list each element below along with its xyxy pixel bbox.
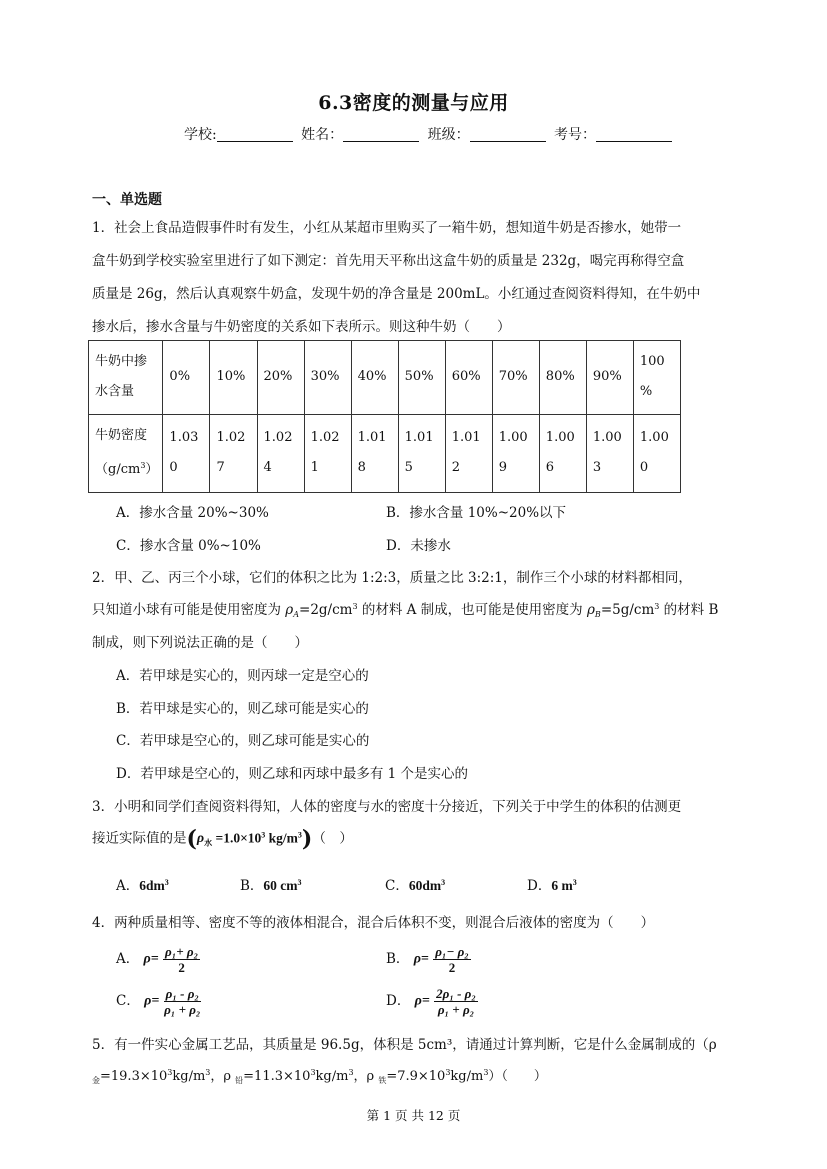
table-cell <box>304 414 351 492</box>
q3-option-d[interactable] <box>527 874 577 894</box>
table-cell <box>351 414 398 492</box>
cell-text: 1.02 <box>216 430 246 446</box>
table-row-water-content <box>89 341 681 415</box>
cell-text: 1.00 <box>498 430 528 446</box>
q4-option-d[interactable] <box>386 986 478 1017</box>
page-footer: 第 1 页 共 12 页 <box>366 1108 461 1123</box>
option-label: A． <box>116 951 140 967</box>
superscript: 3 <box>261 830 266 840</box>
table-cell <box>163 341 210 415</box>
q3-line-2 <box>92 826 353 852</box>
q2-option-c[interactable]: C．若甲球是空心的，则乙球可能是实心的 <box>116 733 370 749</box>
rho-symbol: ρ <box>586 602 595 618</box>
value: =19.3×10 <box>100 1069 168 1084</box>
cell-text: 7 <box>216 460 225 476</box>
denominator: 2 <box>178 960 185 975</box>
table-cell <box>539 341 586 415</box>
cell-text: 0% <box>169 369 191 385</box>
separator: ，ρ <box>353 1069 379 1084</box>
table-cell <box>257 341 304 415</box>
option-label: D． <box>386 993 411 1009</box>
option-value: 60dm <box>408 878 442 893</box>
table-cell <box>398 414 445 492</box>
table-cell <box>539 414 586 492</box>
table-cell <box>210 414 257 492</box>
q2-option-d[interactable]: D．若甲球是空心的，则乙球和丙球中最多有 1 个是实心的 <box>116 766 468 782</box>
value: =11.3×10 <box>243 1069 311 1084</box>
table-cell <box>445 341 492 415</box>
rho-equals: ρ= <box>143 951 159 967</box>
superscript: 3 <box>348 1068 354 1077</box>
q2-line-2 <box>92 598 718 619</box>
table-header-water-content <box>89 341 163 415</box>
cell-text: 4 <box>263 460 272 476</box>
superscript: 3 <box>297 830 302 840</box>
school-blank <box>217 127 293 142</box>
formula-close-paren: ) <box>301 826 313 852</box>
q5-line-1: 5．有一件实心金属工艺品，其质量是 96.5g，体积是 5cm³，请通过计算判断，它是什么金属制成的（ρ <box>92 1037 717 1053</box>
table-cell <box>586 414 633 492</box>
cell-text: 1.01 <box>451 430 481 446</box>
cell-text: 90% <box>592 369 622 385</box>
q1-option-a[interactable]: A．掺水含量 20%~30% <box>116 505 269 521</box>
table-cell <box>304 341 351 415</box>
subscript: 铅 <box>235 1076 244 1085</box>
superscript: 3 <box>205 1068 211 1077</box>
unit: kg/m <box>172 1069 206 1084</box>
formula-unit: kg/m <box>265 830 298 846</box>
q4-line-1: 4．两种质量相等、密度不等的液体相混合，混合后体积不变，则混合后液体的密度为（ ） <box>92 915 655 931</box>
cell-text: 5 <box>404 460 413 476</box>
q1-line-3: 质量是 26g，然后认真观察牛奶盒，发现牛奶的净含量是 200mL。小红通过查阅资料得知，在牛奶中 <box>92 286 701 302</box>
table-cell <box>492 341 539 415</box>
option-label: D． <box>527 878 552 894</box>
q2-option-a[interactable]: A．若甲球是实心的，则丙球一定是空心的 <box>116 668 369 684</box>
option-value: 60 cm <box>263 878 298 893</box>
table-cell <box>492 414 539 492</box>
superscript: 3 <box>572 878 577 887</box>
option-label: B． <box>240 878 264 894</box>
cell-text: 1.02 <box>310 430 340 446</box>
option-value: 6 m <box>551 878 573 893</box>
table-cell <box>351 341 398 415</box>
cell-text: 1.01 <box>404 430 434 446</box>
name-label: 姓名： <box>301 127 344 143</box>
rho-symbol: ρ <box>285 602 294 618</box>
subscript: 金 <box>92 1076 100 1085</box>
q3-option-a[interactable] <box>116 874 169 894</box>
separator: ，ρ <box>210 1069 236 1084</box>
header-text: 牛奶密度 <box>95 428 148 444</box>
numerator: ρ₁− ρ₂ <box>435 944 469 959</box>
q4-option-a[interactable] <box>116 944 200 975</box>
exam-number-label: 考号： <box>554 127 597 143</box>
q1-option-d[interactable]: D．未掺水 <box>386 538 451 554</box>
text: =5g/cm <box>600 602 655 618</box>
numerator: 2ρ₁ - ρ₂ <box>436 986 476 1001</box>
table-cell <box>633 414 680 492</box>
cell-text: 1.00 <box>545 430 575 446</box>
cell-text: 1.00 <box>639 430 669 446</box>
rho-equals: ρ= <box>414 993 430 1009</box>
q1-line-4: 掺水后，掺水含量与牛奶密度的关系如下表所示。则这种牛奶（ ） <box>92 319 511 335</box>
cell-text: 60% <box>451 369 481 385</box>
cell-text: 3 <box>592 460 602 476</box>
cell-text: 20% <box>263 369 293 385</box>
table-cell <box>398 341 445 415</box>
subscript: 水 <box>204 838 213 848</box>
q1-option-c[interactable]: C．掺水含量 0%~10% <box>116 538 261 554</box>
text: 的材料 A 制成，也可能是使用密度为 <box>357 602 587 618</box>
cell-text: 10% <box>216 369 246 385</box>
option-label: C． <box>116 993 140 1009</box>
table-header-density <box>89 414 163 492</box>
numerator: ρ₁ - ρ₂ <box>165 986 199 1001</box>
cell-text: 2 <box>451 460 460 476</box>
subscript: 铁 <box>378 1076 387 1085</box>
option-label: C． <box>385 878 409 894</box>
value: =7.9×10 <box>386 1069 446 1084</box>
cell-text: 70% <box>498 369 528 385</box>
cell-text: 1.00 <box>592 430 622 446</box>
superscript: 3 <box>167 1068 173 1077</box>
q2-option-b[interactable]: B．若甲球是实心的，则乙球可能是实心的 <box>116 701 369 717</box>
text: 的材料 B <box>659 602 719 618</box>
table-row-density <box>89 414 681 492</box>
table-cell <box>445 414 492 492</box>
cell-text: 0 <box>639 460 649 476</box>
q2-line-1: 2．甲、乙、丙三个小球，它们的体积之比为 1:2:3，质量之比 3:2:1，制作三个小球的材料都相同， <box>92 570 692 586</box>
cell-text: % <box>639 384 653 400</box>
class-label: 班级： <box>427 127 470 143</box>
subscript: A <box>293 610 300 619</box>
formula-open-paren: ( <box>186 826 197 852</box>
table-cell <box>163 414 210 492</box>
student-info-row <box>150 124 710 144</box>
q3-line-1: 3．小明和同学们查阅资料得知，人体的密度与水的密度十分接近，下列关于中学生的体积的估测更 <box>92 799 682 815</box>
cell-text: 100 <box>639 354 665 370</box>
fraction <box>163 944 200 975</box>
cell-text: 9 <box>498 460 508 476</box>
class-blank <box>470 127 546 142</box>
denominator: 2 <box>448 960 456 975</box>
option-label: A． <box>116 878 140 894</box>
page-title: 6.3密度的测量与应用 <box>318 92 509 114</box>
q5-line-2 <box>92 1065 547 1086</box>
superscript: 3 <box>441 878 446 887</box>
header-text: 牛奶中掺 <box>95 354 148 370</box>
superscript: 3 <box>483 1068 489 1077</box>
text: 只知道小球有可能是使用密度为 <box>92 602 286 618</box>
q4-option-c[interactable] <box>116 986 201 1017</box>
superscript: 3 <box>352 602 358 611</box>
superscript: 3 <box>654 602 660 611</box>
superscript: 3 <box>445 1068 451 1077</box>
q1-line-1: 1．社会上食品造假事件时有发生，小红从某超市里购买了一箱牛奶，想知道牛奶是否掺水，她带一 <box>92 220 682 236</box>
q4-option-b[interactable] <box>386 944 471 975</box>
subscript: B <box>594 610 601 619</box>
rho-symbol: ρ <box>196 831 205 846</box>
table-cell <box>210 341 257 415</box>
rho-equals: ρ= <box>413 951 429 967</box>
q3-option-b[interactable] <box>240 874 302 894</box>
header-text: （g/cm <box>95 462 141 478</box>
cell-text: 1.03 <box>169 430 199 446</box>
superscript: 3 <box>310 1068 316 1077</box>
header-text: ） <box>145 462 159 478</box>
cell-text: 1.01 <box>357 430 387 446</box>
q1-option-b[interactable]: B．掺水含量 10%~20%以下 <box>386 505 567 521</box>
text: 接近实际值的是 <box>92 830 187 847</box>
formula-value: =1.0×10 <box>212 830 262 846</box>
denominator: ρ₁ + ρ₂ <box>437 1002 475 1017</box>
table-cell <box>257 414 304 492</box>
answer-blank: （ ） <box>312 830 353 847</box>
fraction <box>434 986 478 1017</box>
school-label: 学校: <box>183 127 217 143</box>
q2-line-3: 制成，则下列说法正确的是（ ） <box>92 635 308 651</box>
exam-number-blank <box>596 127 672 142</box>
superscript: 3 <box>164 878 169 887</box>
unit: kg/m <box>450 1069 484 1084</box>
option-label: B． <box>386 951 410 967</box>
cell-text: 80% <box>545 369 575 385</box>
q3-option-c[interactable] <box>385 874 445 894</box>
name-blank <box>343 127 419 142</box>
cell-text: 8 <box>357 460 366 476</box>
cell-text: 1.02 <box>263 430 293 446</box>
cell-text: 50% <box>404 369 434 385</box>
cell-text: 1 <box>310 460 319 476</box>
cell-text: 40% <box>357 369 387 385</box>
denominator: ρ₁ + ρ₂ <box>164 1002 201 1017</box>
unit: kg/m <box>315 1069 349 1084</box>
answer-blank: ）（ ） <box>488 1069 547 1084</box>
rho-equals: ρ= <box>144 993 160 1009</box>
q1-line-2: 盒牛奶到学校实验室里进行了如下测定：首先用天平称出这盒牛奶的质量是 232g，喝完再称得空盒 <box>92 253 685 269</box>
table-cell <box>586 341 633 415</box>
table-cell <box>633 341 680 415</box>
fraction <box>164 986 201 1017</box>
milk-density-table <box>88 340 681 493</box>
header-text: 水含量 <box>95 384 135 400</box>
fraction <box>433 944 471 975</box>
text: =2g/cm <box>299 602 353 618</box>
cell-text: 30% <box>310 369 340 385</box>
cell-text: 6 <box>545 460 555 476</box>
superscript: 3 <box>297 878 302 887</box>
option-value: 6dm <box>139 878 165 893</box>
superscript: 3 <box>140 461 146 471</box>
numerator: ρ₁+ ρ₂ <box>165 944 199 959</box>
section-title: 一、单选题 <box>92 192 162 208</box>
cell-text: 0 <box>169 460 178 476</box>
